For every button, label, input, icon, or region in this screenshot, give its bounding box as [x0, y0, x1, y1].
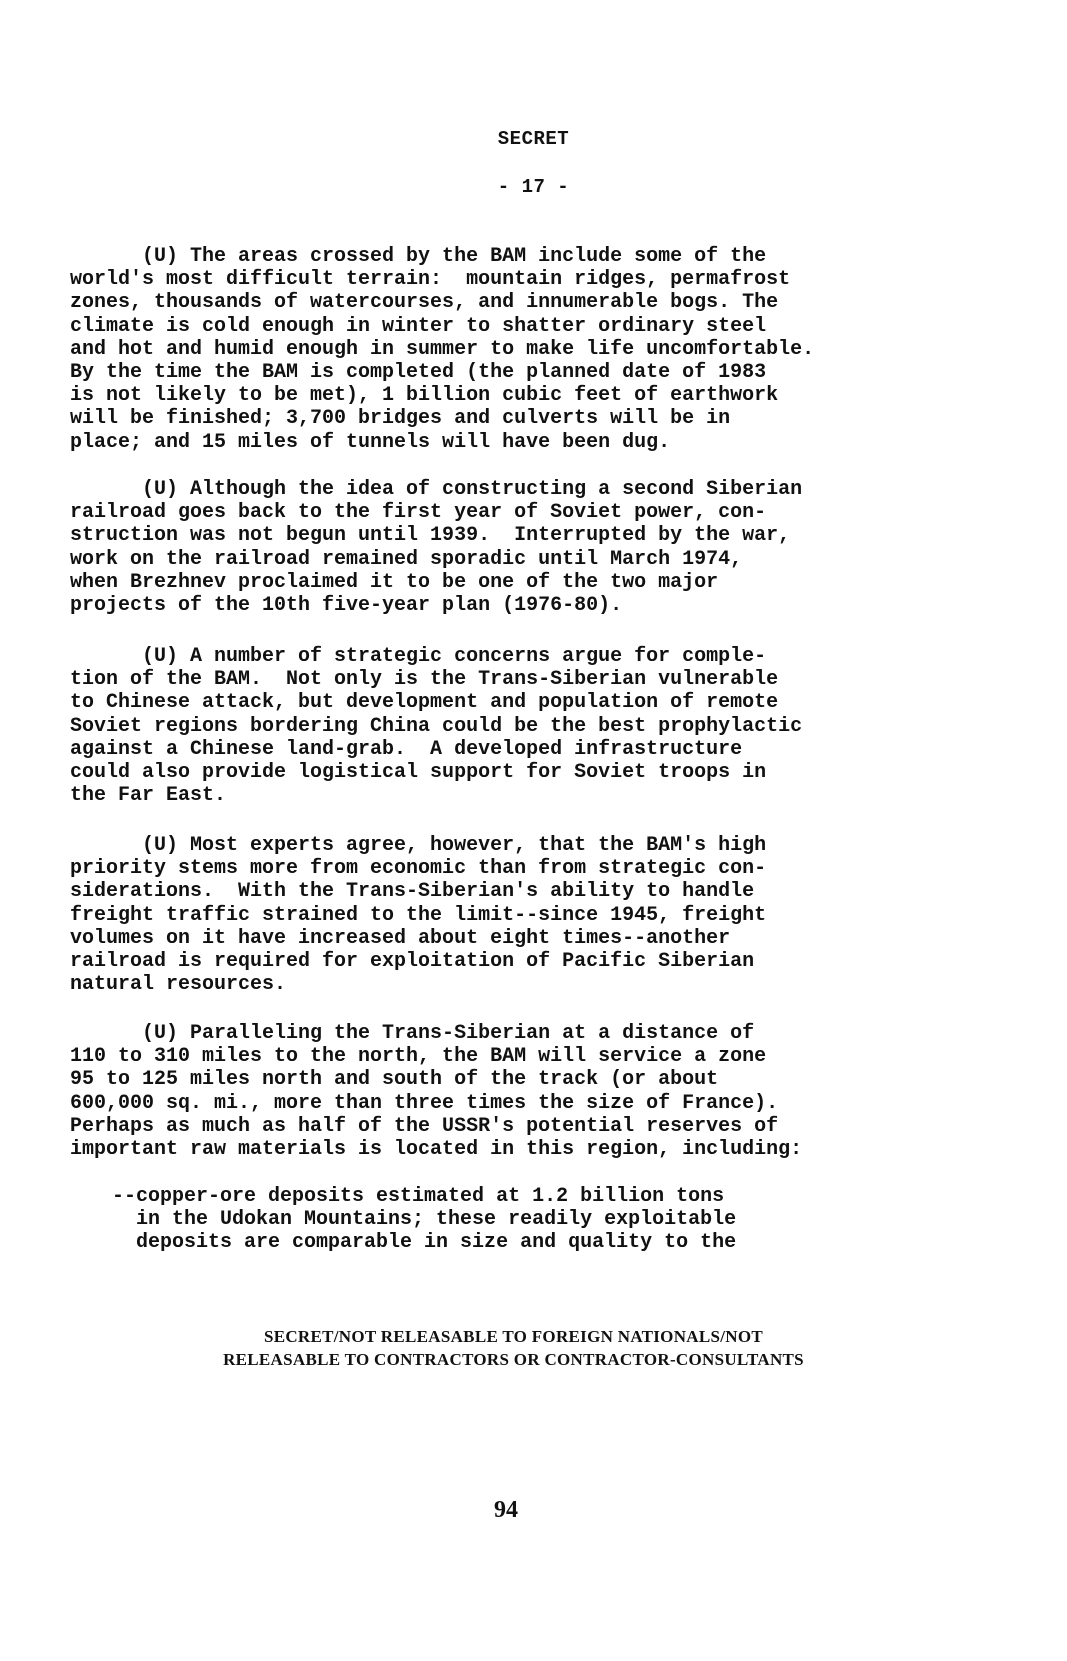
- footer-line-1: SECRET/NOT RELEASABLE TO FOREIGN NATIONALS/NOT: [263, 1327, 764, 1346]
- page-number-text: 94: [494, 1497, 518, 1523]
- classification-footer: [0, 1325, 1067, 1371]
- paragraph-history: (U) Although the idea of constructing a second Siberian railroad goes back to the first year of Soviet power, con- struction was not begun until 1939. Interrupted by the war, work on the railroad remained sporadic until March 1974, when Brezhnev proclaimed it to be one of the two major projects of the 10th five-year plan (1976-80).: [70, 478, 803, 618]
- paragraph-service-zone: (U) Paralleling the Trans-Siberian at a distance of 110 to 310 miles to the north, the BAM will service a zone 95 to 125 miles north and south of the track (or about 600,000 sq. mi., more than three times the size of France). Perhaps as much as half of the USSR's potential reserves of important raw materials is located in this region, including:: [70, 1022, 803, 1162]
- classification-header: SECRET: [497, 128, 570, 150]
- page-number: [0, 1497, 1067, 1524]
- paragraph-strategic: (U) A number of strategic concerns argue for comple- tion of the BAM. Not only is the Trans-Siberian vulnerable to Chinese attack, but development and population of remote Soviet regions bordering China could be the best prophylactic against a Chinese land-grab. A developed infrastructure could also provide logistical support for Soviet troops in the Far East.: [70, 645, 803, 808]
- list-item-copper: --copper-ore deposits estimated at 1.2 billion tons in the Udokan Mountains; these readily exploitable deposits are comparable in size and quality to the: [112, 1185, 737, 1255]
- footer-line-2: RELEASABLE TO CONTRACTORS OR CONTRACTOR-CONSULTANTS: [223, 1350, 804, 1369]
- page-label: - 17 -: [497, 176, 570, 198]
- paragraph-economic: (U) Most experts agree, however, that the BAM's high priority stems more from economic than from strategic con- siderations. With the Trans-Siberian's ability to handle freight traffic strained to the limit--since 1945, freight volumes on it have increased about eight times--another railroad is required for exploitation of Pacific Siberian natural resources.: [70, 834, 767, 997]
- paragraph-terrain: (U) The areas crossed by the BAM include some of the world's most difficult terrain: mountain ridges, permafrost zones, thousands of watercourses, and innumerable bogs. The climate is cold enough in winter to shatter ordinary steel and hot and humid enough in summer to make life uncomfortable. By the time the BAM is completed (the planned date of 1983 is not likely to be met), 1 billion cubic feet of earthwork will be finished; 3,700 bridges and culverts will be in place; and 15 miles of tunnels will have been dug.: [70, 245, 815, 454]
